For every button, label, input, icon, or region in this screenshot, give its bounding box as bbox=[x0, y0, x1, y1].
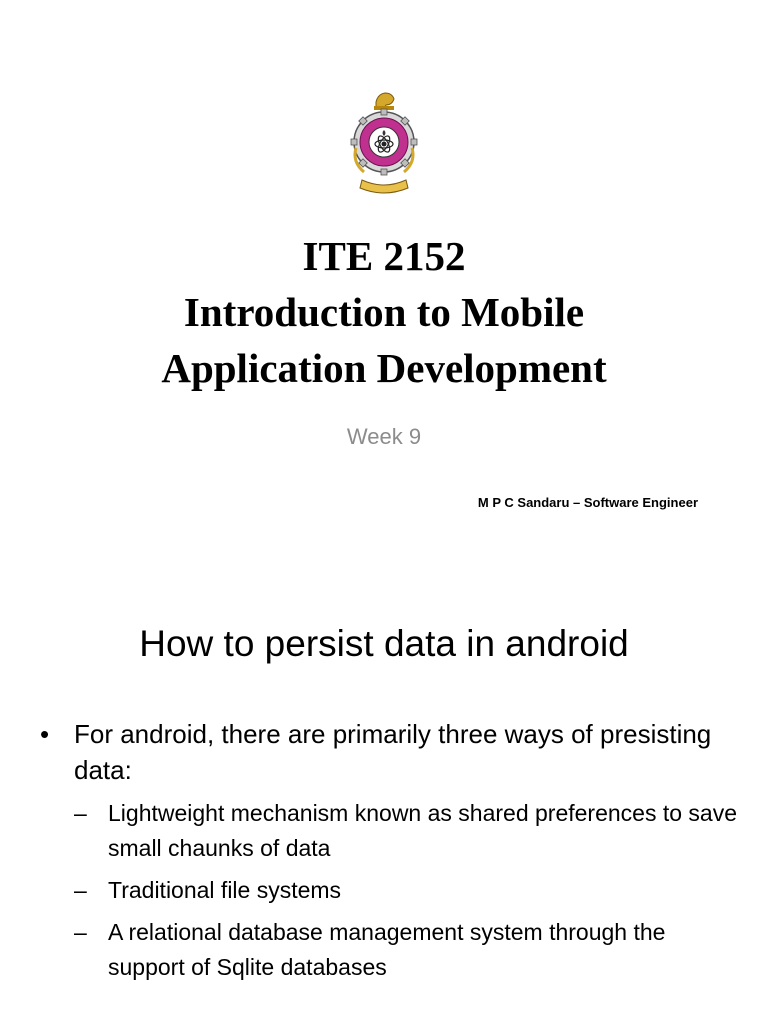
sub-bullet-text: Traditional file systems bbox=[108, 877, 342, 903]
list-item bbox=[74, 873, 740, 908]
dash-marker: – bbox=[74, 919, 87, 945]
bullet-marker: • bbox=[40, 719, 50, 749]
title-line-course-code: ITE 2152 bbox=[302, 233, 466, 279]
list-item bbox=[40, 716, 740, 788]
sub-bullet-text: Lightweight mechanism known as shared preferences to save small chaunks of data bbox=[108, 800, 738, 861]
sub-bullet-list bbox=[74, 796, 740, 985]
title-line-course-name-2: Application Development bbox=[161, 345, 607, 391]
author-credit: M P C Sandaru – Software Engineer bbox=[477, 495, 698, 510]
slide-heading: How to persist data in android bbox=[139, 623, 629, 664]
sub-bullet-text: A relational database management system through the support of Sqlite databases bbox=[108, 919, 666, 980]
content-slide bbox=[0, 576, 768, 1024]
university-crest-icon bbox=[348, 88, 420, 196]
dash-marker: – bbox=[74, 800, 87, 826]
list-item bbox=[74, 915, 740, 985]
title-line-course-name-1: Introduction to Mobile bbox=[183, 289, 585, 335]
list-item bbox=[74, 796, 740, 866]
dash-marker: – bbox=[74, 877, 87, 903]
bullet-text: For android, there are primarily three ways of presisting data: bbox=[74, 719, 712, 785]
bullet-list bbox=[40, 716, 740, 992]
week-subtitle: Week 9 bbox=[346, 424, 422, 449]
slide-title bbox=[0, 228, 768, 396]
